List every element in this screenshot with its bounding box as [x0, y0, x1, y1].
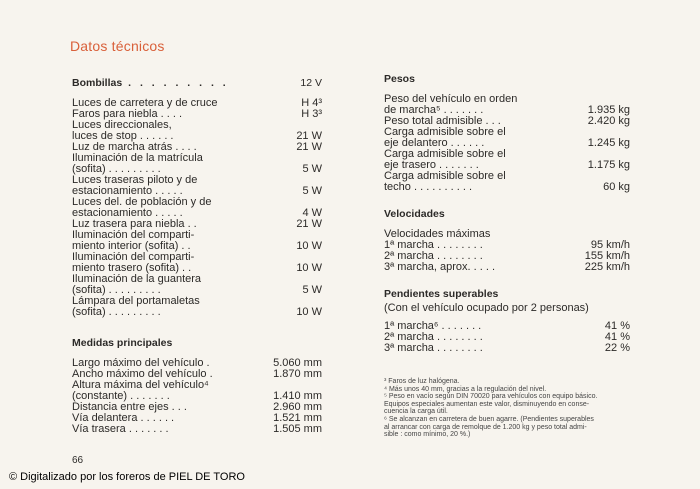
bulb-label: Iluminación del comparti- miento interior (sofita) . .: [72, 229, 195, 252]
bulb-label: Luces direccionales, luces de stop . . . . . .: [72, 119, 174, 142]
dimension-row: [72, 380, 322, 402]
bulb-row: [72, 274, 322, 296]
pesos-header: Pesos: [384, 73, 415, 85]
bulb-row: [72, 252, 322, 274]
weight-value: 1.175 kg: [587, 159, 630, 171]
bulb-label: Luz trasera para niebla . .: [72, 218, 197, 230]
weight-row: [384, 94, 630, 116]
bulb-value: 4 W: [302, 207, 322, 219]
bulb-label: Iluminación del comparti- miento trasero (sofita) . .: [72, 251, 195, 274]
dimension-value: 1.521 mm: [273, 412, 322, 424]
pendientes-subtitle: (Con el vehículo ocupado por 2 personas): [384, 302, 589, 314]
weight-label: Carga admisible sobre el eje delantero . . . . . .: [384, 126, 506, 149]
dimension-label: Altura máxima del vehículo⁴ (constante) . . . . . . .: [72, 379, 209, 402]
gradient-label: 2ª marcha . . . . . . . .: [384, 331, 483, 343]
dimension-value: 1.870 mm: [273, 368, 322, 380]
gradient-value: 22 %: [604, 342, 630, 354]
right-column: [384, 74, 630, 354]
medidas-header: Medidas principales: [72, 337, 173, 349]
bulb-value: H 4³: [301, 97, 322, 109]
pendientes-list: [384, 321, 630, 354]
dimension-value: 5.060 mm: [273, 357, 322, 369]
bulb-label: Lámpara del portamaletas (sofita) . . . . . . . . .: [72, 295, 200, 318]
dimension-value: 1.505 mm: [273, 423, 322, 435]
bulb-value: 10 W: [296, 262, 322, 274]
bulb-label: Iluminación de la guantera (sofita) . . . . . . . . .: [72, 273, 202, 296]
bulb-row: [72, 296, 322, 318]
bulb-row: [72, 175, 322, 197]
footnote: ⁶ Se alcanzan en carretera de buen agarre. (Pendientes superables al arrancar con carga de remolque de 1.200 kg y peso total admi- sible : como mínimo, 20 %.): [384, 415, 594, 439]
bulb-label: Luces del. de población y de estacionamiento . . . . .: [72, 196, 212, 219]
page-title: Datos técnicos: [70, 38, 165, 54]
bulb-label: Iluminación de la matrícula (sofita) . . . . . . . . .: [72, 152, 203, 175]
bombillas-voltage: 12 V: [300, 77, 322, 89]
bombillas-title: Bombillas: [72, 77, 123, 89]
dimension-label: Largo máximo del vehículo .: [72, 357, 210, 369]
weight-label: Carga admisible sobre el eje trasero . . . . . . .: [384, 148, 506, 171]
dimension-label: Ancho máximo del vehículo .: [72, 368, 213, 380]
bulb-row: [72, 153, 322, 175]
dimension-value: 1.410 mm: [273, 390, 322, 402]
gradient-value: 41 %: [604, 331, 630, 343]
gradient-value: 41 %: [604, 320, 630, 332]
pesos-list: [384, 94, 630, 193]
footnote: ⁵ Peso en vacío según DIN 70020 para vehículos con equipo básico. Equipos especiales aumentan este valor, disminuyendo en conse- cuencia la carga útil.: [384, 393, 598, 416]
speed-value: 225 km/h: [584, 261, 630, 273]
weight-row: [384, 171, 630, 193]
bulb-value: H 3³: [301, 108, 322, 120]
weight-label: Peso total admisible . . .: [384, 115, 501, 127]
dimension-row: [72, 424, 322, 435]
bulb-value: 10 W: [296, 306, 322, 318]
bulb-row: [72, 120, 322, 142]
weight-label: Peso del vehículo en orden de marcha⁵ . . . . . . .: [384, 93, 518, 116]
bulb-value: 5 W: [302, 185, 322, 197]
speed-row: [384, 262, 630, 273]
bulb-value: 5 W: [302, 284, 322, 296]
speed-label: 1ª marcha . . . . . . . .: [384, 239, 483, 251]
footnote: ³ Faros de luz halógena.: [384, 378, 460, 385]
pendientes-header: Pendientes superables: [384, 288, 499, 300]
bulb-value: 5 W: [302, 163, 322, 175]
gradient-label: 1ª marcha⁶ . . . . . . .: [384, 320, 482, 332]
credit-line: © Digitalizado por los foreros de PIEL DE TORO: [9, 471, 245, 483]
bulb-label: Luz de marcha atrás . . . .: [72, 141, 197, 153]
dimension-label: Vía trasera . . . . . . .: [72, 423, 169, 435]
page-number: 66: [72, 455, 84, 466]
speed-label: 3ª marcha, aprox. . . . .: [384, 261, 496, 273]
weight-row: [384, 149, 630, 171]
bombillas-list: [72, 98, 322, 318]
gradient-row: [384, 343, 630, 354]
speed-value: 95 km/h: [590, 239, 630, 251]
dimension-label: Distancia entre ejes . . .: [72, 401, 187, 413]
bombillas-header: [72, 78, 322, 90]
bulb-row: [72, 197, 322, 219]
bombillas-leader: . . . . . . . . .: [122, 77, 229, 89]
footnote: ⁴ Más unos 40 mm, gracias a la regulación del nivel.: [384, 385, 547, 393]
weight-label: Carga admisible sobre el techo . . . . . . . . . .: [384, 170, 506, 193]
weight-value: 1.245 kg: [587, 137, 630, 149]
bulb-label: Luces de carretera y de cruce: [72, 97, 218, 109]
bulb-row: [72, 230, 322, 252]
velocidades-header: Velocidades: [384, 208, 445, 220]
weight-row: [384, 127, 630, 149]
weight-value: 1.935 kg: [587, 104, 630, 116]
left-column: [72, 78, 322, 435]
weight-value: 2.420 kg: [587, 115, 630, 127]
gradient-label: 3ª marcha . . . . . . . .: [384, 342, 483, 354]
bulb-value: 21 W: [296, 218, 322, 230]
dimension-value: 2.960 mm: [273, 401, 322, 413]
bulb-value: 21 W: [296, 130, 322, 142]
footnotes: [384, 378, 684, 439]
bulb-value: 10 W: [296, 240, 322, 252]
velocidades-list: [384, 240, 630, 273]
weight-value: 60 kg: [603, 181, 630, 193]
medidas-list: [72, 358, 322, 435]
bulb-label: Faros para niebla . . . .: [72, 108, 183, 120]
speed-value: 155 km/h: [584, 250, 630, 262]
bulb-value: 21 W: [296, 141, 322, 153]
bulb-label: Luces traseras piloto y de estacionamiento . . . . .: [72, 174, 198, 197]
speed-label: 2ª marcha . . . . . . . .: [384, 250, 483, 262]
velocidades-subtitle: Velocidades máximas: [384, 228, 491, 240]
dimension-label: Vía delantera . . . . . .: [72, 412, 175, 424]
